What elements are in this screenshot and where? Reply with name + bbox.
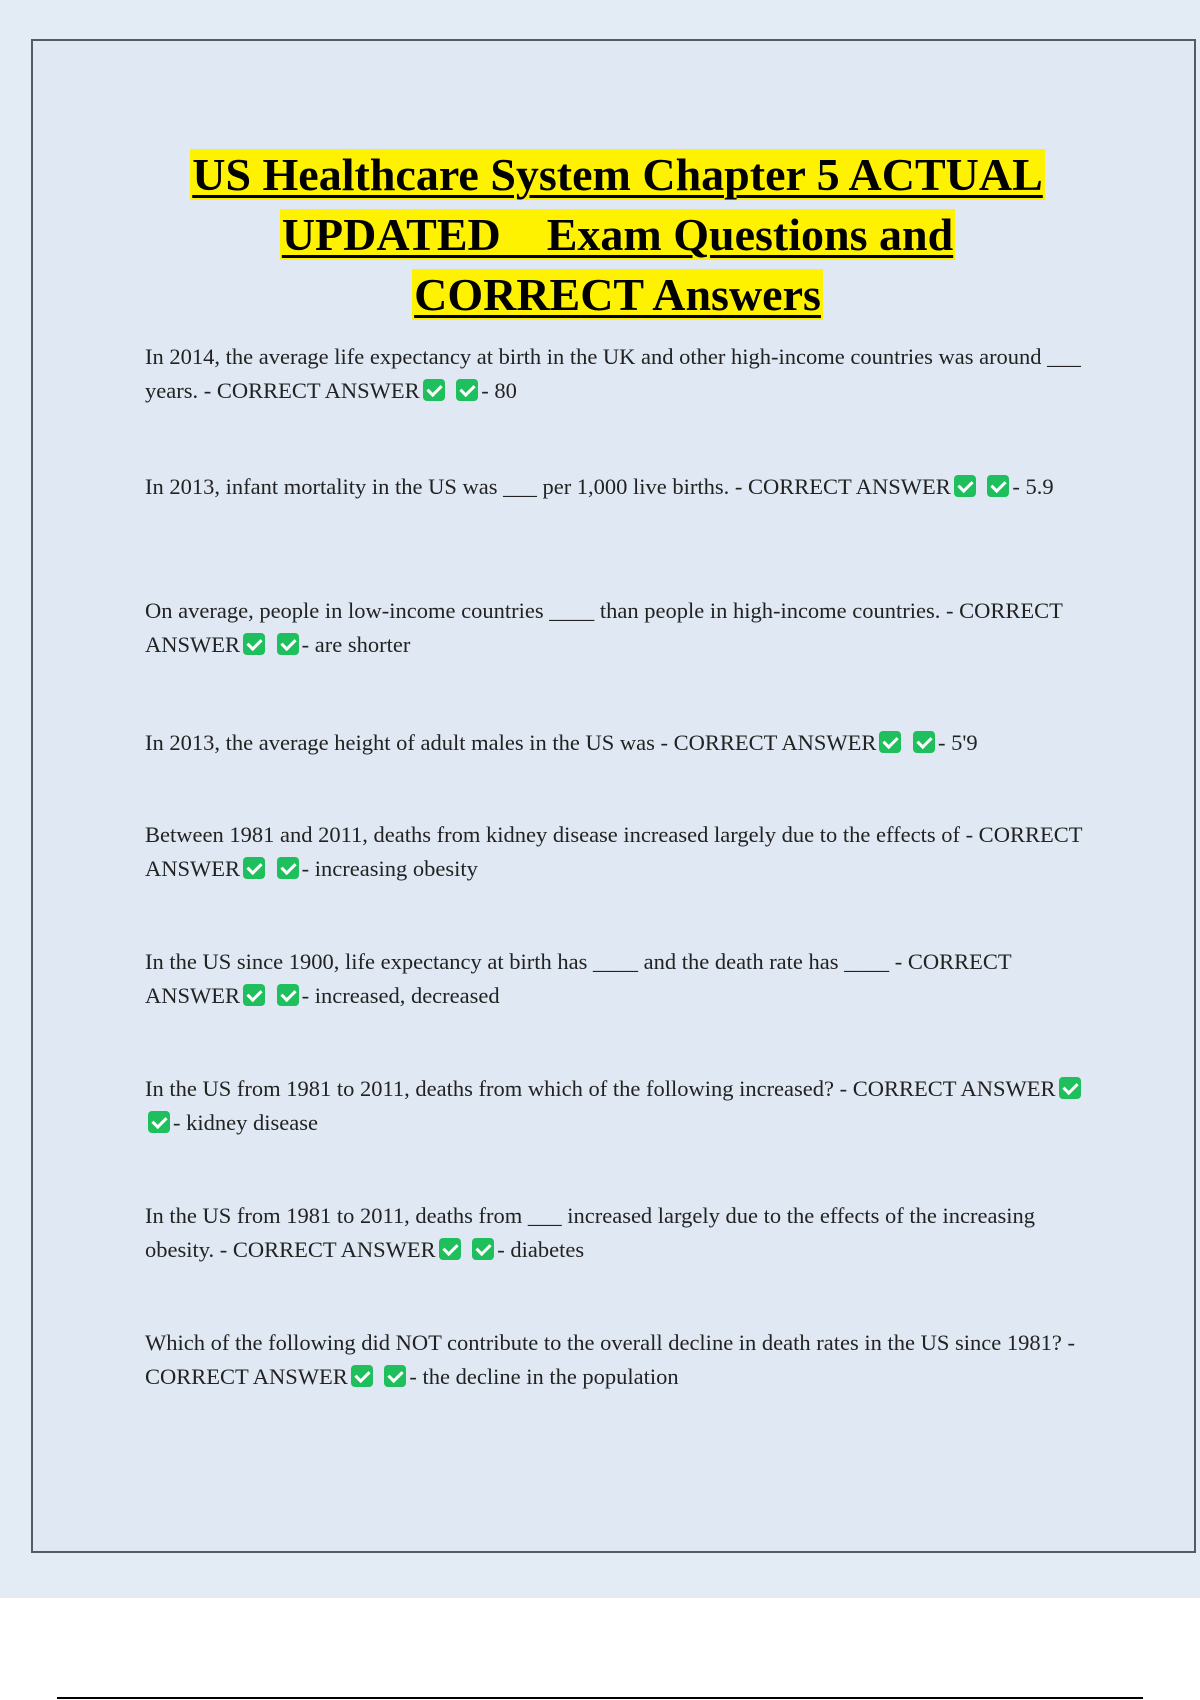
answer-text: - 5.9 bbox=[1012, 474, 1054, 499]
question-text: In the US from 1981 to 2011, deaths from which of the following increased? - CORRECT ANSWER bbox=[145, 1076, 1056, 1101]
question-text: In the US since 1900, life expectancy at birth has ____ and the death rate has ____ - CORRECT ANSWER bbox=[145, 949, 1012, 1008]
footer-rule bbox=[57, 1697, 1143, 1699]
question-text: Which of the following did NOT contribute to the overall decline in death rates in the US since 1981? - CORRECT ANSWER bbox=[145, 1330, 1075, 1389]
title-line-2: UPDATED Exam Questions and bbox=[281, 209, 954, 260]
qa-item-5 bbox=[145, 818, 1105, 886]
question-text: In the US from 1981 to 2011, deaths from ___ increased largely due to the effects of the increasing obesity. - CORRECT ANSWER bbox=[145, 1203, 1035, 1262]
check-box-icon bbox=[351, 1365, 373, 1387]
check-box-icon bbox=[472, 1238, 494, 1260]
qa-item-4 bbox=[145, 726, 1105, 760]
answer-text: - 5'9 bbox=[937, 730, 978, 755]
check-box-icon bbox=[423, 379, 445, 401]
check-box-icon bbox=[277, 633, 299, 655]
question-text: In 2013, the average height of adult males in the US was - CORRECT ANSWER bbox=[145, 730, 877, 755]
check-box-icon bbox=[384, 1365, 406, 1387]
document-title bbox=[120, 145, 1115, 325]
question-text: In 2014, the average life expectancy at birth in the UK and other high-income countries was around ___ years. - CORRECT ANSWER bbox=[145, 344, 1081, 403]
qa-item-6 bbox=[145, 945, 1105, 1013]
title-line-1: US Healthcare System Chapter 5 ACTUAL bbox=[192, 149, 1043, 200]
check-box-icon bbox=[148, 1111, 170, 1133]
answer-text: - are shorter bbox=[301, 632, 411, 657]
check-box-icon bbox=[987, 475, 1009, 497]
answer-text: - the decline in the population bbox=[409, 1364, 679, 1389]
check-box-icon bbox=[243, 984, 265, 1006]
check-box-icon bbox=[954, 475, 976, 497]
check-box-icon bbox=[243, 857, 265, 879]
check-box-icon bbox=[1059, 1077, 1081, 1099]
check-box-icon bbox=[243, 633, 265, 655]
check-box-icon bbox=[879, 731, 901, 753]
qa-item-2 bbox=[145, 470, 1105, 504]
question-text: In 2013, infant mortality in the US was ___ per 1,000 live births. - CORRECT ANSWER bbox=[145, 474, 951, 499]
check-box-icon bbox=[277, 857, 299, 879]
check-box-icon bbox=[439, 1238, 461, 1260]
question-text: On average, people in low-income countries ____ than people in high-income countries. - CORRECT ANSWER bbox=[145, 598, 1063, 657]
check-box-icon bbox=[913, 731, 935, 753]
title-line-3: CORRECT Answers bbox=[414, 269, 821, 320]
answer-text: - 80 bbox=[481, 378, 517, 403]
question-text: Between 1981 and 2011, deaths from kidney disease increased largely due to the effects of - CORRECT ANSWER bbox=[145, 822, 1083, 881]
check-box-icon bbox=[277, 984, 299, 1006]
answer-text: - diabetes bbox=[497, 1237, 585, 1262]
qa-item-3 bbox=[145, 594, 1105, 662]
answer-text: - kidney disease bbox=[173, 1110, 318, 1135]
qa-item-7 bbox=[145, 1072, 1105, 1140]
qa-item-1 bbox=[145, 340, 1105, 408]
qa-item-8 bbox=[145, 1199, 1105, 1267]
answer-text: - increased, decreased bbox=[301, 983, 500, 1008]
qa-item-9 bbox=[145, 1326, 1105, 1394]
check-box-icon bbox=[456, 379, 478, 401]
answer-text: - increasing obesity bbox=[301, 856, 478, 881]
